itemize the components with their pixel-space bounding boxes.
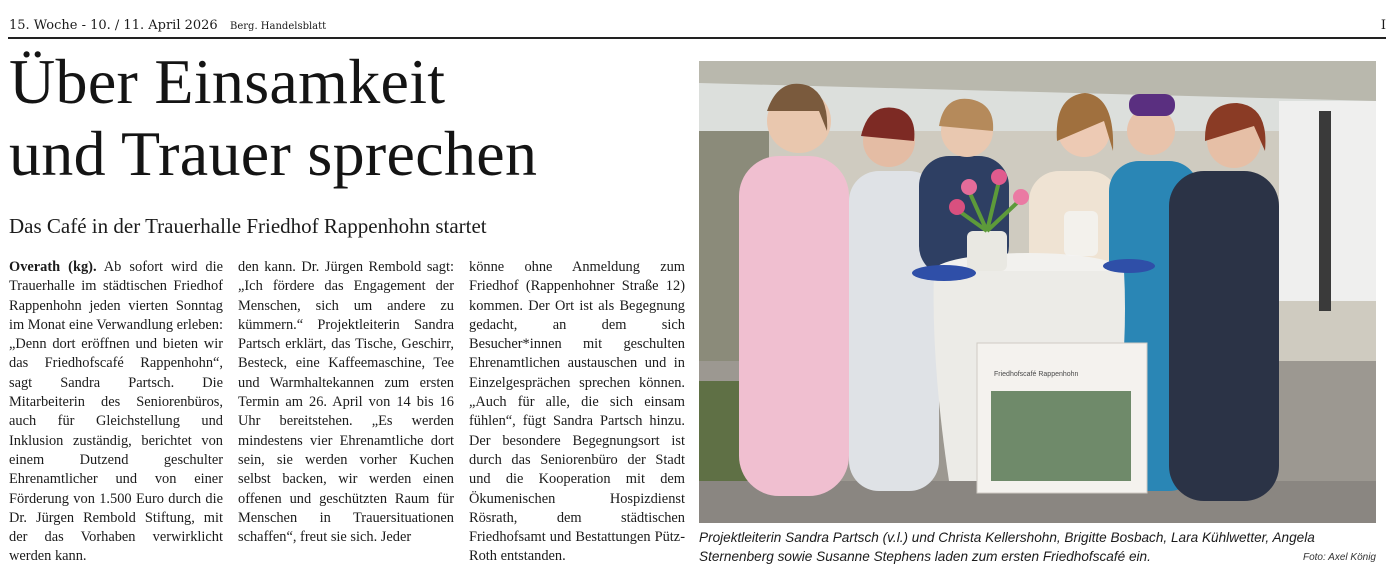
headline-line-2: und Trauer sprechen xyxy=(9,118,538,189)
article-photo xyxy=(699,61,1376,523)
person-6 xyxy=(1169,171,1279,501)
paper-name: Berg. Handelsblatt xyxy=(230,21,327,32)
header-rule xyxy=(8,37,1386,39)
issue-date: 15. Woche - 10. / 11. April 2026 xyxy=(9,18,218,33)
article-column-1 xyxy=(9,258,223,573)
headline-line-1: Über Einsamkeit xyxy=(9,46,446,117)
page-header xyxy=(9,8,1386,38)
article-column-2: den kann. Dr. Jürgen Rembold sagt: „Ich fördere das Engagement der Menschen, sich um andere zu kümmern.“ Projektleiterin Sandra Partsch erklärt, das Tische, Geschirr, Besteck, eine Kaffeemaschine, Tee und Warmhaltekannen zum ersten Termin am 26. April von 14 bis 16 Uhr bereitstehen. „Es werden mindestens vier Ehrenamtliche dort sein, sie werden vorher Kuchen selbst backen, wir werden einen offenen und geschützten Raum für Menschen in Trauersituationen schaffen“, freut sie sich. Jeder xyxy=(238,259,454,546)
sign-title: Friedhofscafé Rappenhohn xyxy=(994,371,1079,378)
photo-caption: Projektleiterin Sandra Partsch (v.l.) und Christa Kellershohn, Brigitte Bosbach, Lara Kühlwetter, Angela Sternenberg sowie Susanne Stephens laden zum ersten Friedhofscafé ein. xyxy=(699,530,1315,564)
subheadline: Das Café in der Trauerhalle Friedhof Rappenhohn startet xyxy=(9,214,487,238)
article-column-3: könne ohne Anmeldung zum Friedhof (Rappenhohner Straße 12) kommen. Der Ort ist als Begegnung gedacht, an dem sich Besucher*innen mit geschulten Ehrenamtlichen austauschen und in Einzelgesprächen sprechen können. „Auch für alle, die sich einsam fühlen“, fügt Sandra Partsch hinzu. Der besondere Begegnungsort ist durch das Seniorenbüro der Stadt und die Kooperation mit dem Ökumenischen Hospizdienst Rösrath, dem städtischen Friedhofsamt und Bestattungen Pütz-Roth entstanden. xyxy=(469,259,685,565)
column-1-text: Ab sofort wird die Trauerhalle im städtischen Friedhof Rappenhohn jeden vierten Sonntag im Monat eine Verwandlung erleben: „Denn dort eröffnen und bieten wir das Friedhofscafé Rappenhohn“, sagt Sandra Partsch. Die Mitarbeiterin des Seniorenbüros, auch für Gleichstellung und Inklusion zuständig, berichtet von einem Dutzend geschulter Ehrenamtlicher und von einer Förderung von 1.500 Euro durch die Dr. Jürgen Rembold Stiftung, mit der das Vorhaben verwirklicht werden kann. xyxy=(9,259,223,565)
page-marker: I xyxy=(1380,18,1386,33)
headline xyxy=(9,46,689,190)
photo-credit: Foto: Axel König xyxy=(1302,552,1376,563)
dateline-lead: Overath (kg). xyxy=(9,259,97,275)
photo-illustration xyxy=(699,61,1376,523)
person-1 xyxy=(739,156,849,496)
